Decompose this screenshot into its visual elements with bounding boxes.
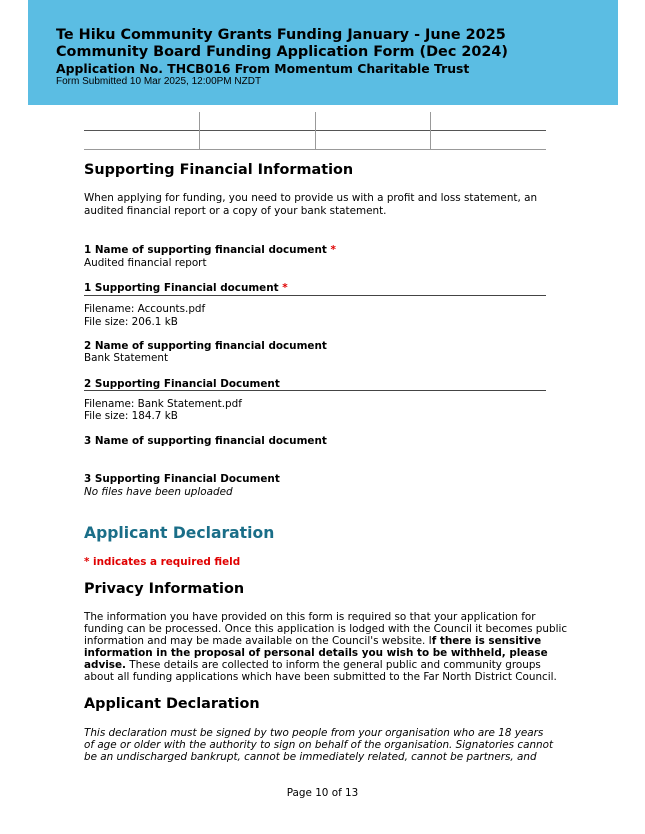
doc1-filename[interactable]: Filename: Accounts.pdf (84, 303, 206, 315)
divider (84, 390, 546, 391)
financial-heading: Supporting Financial Information (84, 162, 354, 178)
doc1-filesize: File size: 206.1 kB (84, 316, 178, 328)
page-number: Page 10 of 13 (286, 787, 359, 800)
privacy-line1: The information you have provided on this form is required so that your application for (84, 611, 536, 623)
empty-table (84, 112, 546, 150)
doc2-name-value: Bank Statement (84, 352, 169, 364)
doc3-no-files: No files have been uploaded (84, 486, 233, 498)
declaration-line2: of age or older with the authority to sign on behalf of the organisation. Signatories cannot (84, 739, 554, 751)
table-column-divider (199, 112, 200, 150)
doc1-name-value: Audited financial report (84, 257, 207, 269)
submitted-timestamp: Form Submitted 10 Mar 2025, 12:00PM NZDT (56, 76, 262, 87)
privacy-line2: funding can be processed. Once this application is lodged with the Council it becomes public (84, 623, 568, 635)
applicant-declaration-section-heading: Applicant Declaration (84, 524, 275, 542)
declaration-line3: be an undischarged bankrupt, cannot be immediately related, cannot be partners, and (84, 751, 537, 763)
doc2-filename[interactable]: Filename: Bank Statement.pdf (84, 398, 242, 410)
application-number: Application No. THCB016 From Momentum Charitable Trust (56, 61, 470, 76)
financial-intro-line1: When applying for funding, you need to provide us with a profit and loss statement, an (84, 192, 538, 204)
table-column-divider (315, 112, 316, 150)
doc2-filesize: File size: 184.7 kB (84, 410, 178, 422)
required-field-note: * indicates a required field (84, 556, 241, 568)
privacy-line3: information and may be made available on the Council's website. If there is sensitive (84, 635, 542, 647)
privacy-line5: advise. These details are collected to inform the general public and community groups (84, 659, 541, 671)
table-column-divider (430, 112, 431, 150)
doc3-file-label: 3 Supporting Financial Document (84, 473, 280, 485)
form-title-line2: Community Board Funding Application Form (Dec 2024) (56, 44, 508, 60)
doc1-file-label: 1 Supporting Financial document * (84, 282, 288, 294)
required-asterisk: * (330, 244, 336, 256)
doc2-name-label: 2 Name of supporting financial document (84, 340, 327, 352)
privacy-line6: about all funding applications which have been submitted to the Far North District Council. (84, 671, 557, 683)
declaration-heading: Applicant Declaration (84, 696, 260, 712)
doc2-file-label: 2 Supporting Financial Document (84, 378, 280, 390)
doc1-name-label: 1 Name of supporting financial document * (84, 244, 336, 256)
financial-intro-line2: audited financial report or a copy of your bank statement. (84, 205, 387, 217)
privacy-line4: information in the proposal of personal details you wish to be withheld, please (84, 647, 548, 659)
required-asterisk: * (282, 282, 288, 294)
privacy-heading: Privacy Information (84, 581, 245, 597)
declaration-line1: This declaration must be signed by two people from your organisation who are 18 years (84, 727, 544, 739)
divider (84, 295, 546, 296)
doc3-name-label: 3 Name of supporting financial document (84, 435, 327, 447)
form-title-line1: Te Hiku Community Grants Funding January - June 2025 (56, 27, 506, 43)
